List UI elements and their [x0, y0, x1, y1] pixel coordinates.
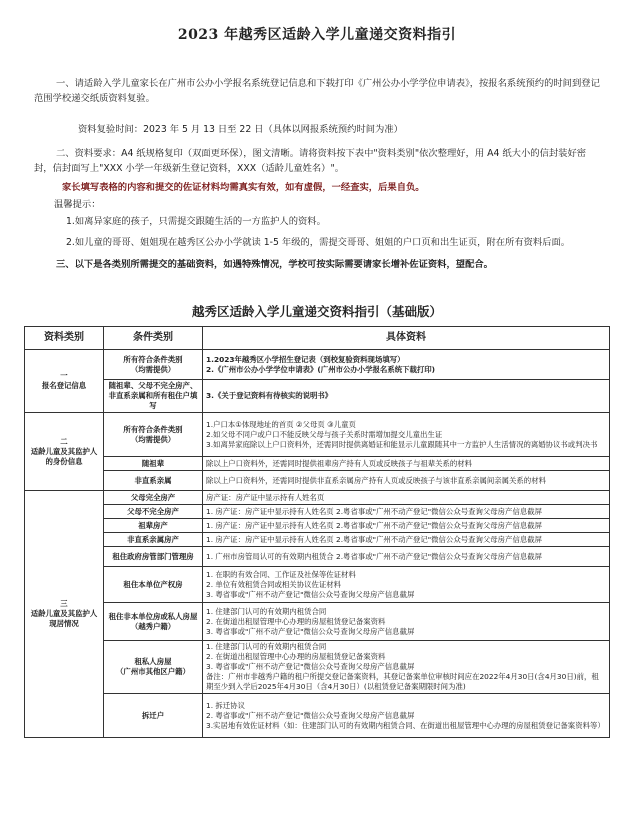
details-line: 3.实居地有效佐证材料（如：住建部门认可的有效期内租赁合同、在街道出租屋管理中心办理的房屋租赁登记备案资料等）: [206, 720, 605, 730]
details-line: 1. 拆迁协议: [206, 700, 245, 710]
details-line: 1. 房产证：房产证中显示持有人姓名页 2.粤省事或"广州不动产登记"微信公众号查询父母房产信息截屏: [206, 520, 543, 530]
details-cell: [203, 505, 610, 519]
category-cell: 二 适龄儿童及其监护人的身份信息: [25, 413, 104, 491]
intro-paragraph-3: 二、资料要求：A4 纸规格复印（双面更环保），图文清晰。请将资料按下表中"资料类别"依次整理好，用 A4 纸大小的信封装好密封，信封面写上"XXX 小学一年级新生登记资料，XXX（适龄儿童姓名）"。: [34, 148, 587, 174]
table-row: [25, 491, 610, 505]
condition-cell: 租私人房屋 （广州市其他区户籍）: [104, 641, 203, 694]
details-line: 1. 广州市房管局认可的有效期内租赁合 2.粤省事或"广州不动产登记"微信公众号查询父母房产信息截屏: [206, 551, 543, 561]
category-cell: 一 报名登记信息: [25, 350, 104, 413]
header-details: 具体资料: [203, 327, 610, 350]
details-cell: [203, 380, 610, 413]
details-line: 2.《广州市公办小学学位申请表》(广州市公办小学报名系统下载打印): [206, 364, 436, 374]
table-row: [25, 641, 610, 694]
materials-table: [24, 326, 610, 738]
details-line: 3. 粤省事或"广州不动产登记"微信公众号查询父母房产信息截屏: [206, 662, 415, 671]
details-line: 1. 住建部门认可的有效期内租赁合同: [206, 606, 327, 616]
intro-tip-heading: 温馨提示：: [54, 199, 101, 210]
table-row: [25, 505, 610, 519]
condition-cell: 租住本单位产权房: [104, 567, 203, 603]
details-line: 3. 粤省事或"广州不动产登记"微信公众号查询父母房产信息截屏: [206, 589, 415, 599]
details-line: 除以上户口资料外，还需同时提供祖辈房产持有人页或反映孩子与祖辈关系的材料: [206, 458, 473, 468]
details-cell: [203, 519, 610, 533]
details-line: 2.如父母不同户或户口不能反映父母与孩子关系时需增加提交儿童出生证: [206, 429, 443, 439]
details-line: 3.《关于登记资料有待核实的说明书》: [206, 391, 333, 400]
details-cell: [203, 567, 610, 603]
details-line: 3.如离异家庭除以上户口资料外，还需同时提供离婚证和能显示儿童跟随其中一方监护人生活情况的离婚协议书或判决书: [206, 439, 598, 449]
details-line: 1. 在职的有效合同、工作证及社保等佐证材料: [206, 569, 356, 579]
intro-paragraph-2: 资料复验时间：2023 年 5 月 13 日至 22 日（具体以网报系统预约时间为准）: [78, 124, 403, 135]
table-row: [25, 694, 610, 738]
details-cell: [203, 350, 610, 380]
table-row: [25, 471, 610, 491]
details-line: 2. 在街道出租屋管理中心办理的房屋租赁登记备案资料: [206, 652, 386, 661]
details-cell: [203, 533, 610, 547]
header-condition: 条件类别: [104, 327, 203, 350]
table-row: [25, 567, 610, 603]
details-cell: [203, 471, 610, 491]
details-line: 1.2023年越秀区小学招生登记表（到校复验资料现场填写）: [206, 354, 405, 364]
condition-cell: 祖辈房产: [104, 519, 203, 533]
intro-tip-2: 2.如儿童的哥哥、姐姐现在越秀区公办小学就读 1-5 年级的，需提交哥哥、姐姐的户口页和出生证页，附在所有资料后面。: [66, 237, 571, 248]
table-row: [25, 380, 610, 413]
table-header-row: [25, 327, 610, 350]
table-row: [25, 603, 610, 641]
intro-paragraph-section-3: 三、以下是各类别所需提交的基础资料，如遇特殊情况，学校可按实际需要请家长增补佐证资料，望配合。: [56, 259, 493, 270]
details-cell: [203, 547, 610, 567]
intro-warning: 家长填写表格的内容和提交的佐证材料均需真实有效，如有虚假，一经查实，后果自负。: [62, 182, 425, 193]
details-cell: [203, 491, 610, 505]
table-title: 越秀区适龄入学儿童递交资料指引（基础版）: [191, 304, 442, 319]
details-line: 1.户口本①体现地址的首页 ②父母页 ③儿童页: [206, 419, 356, 429]
table-body: [25, 350, 610, 738]
intro-paragraph-1: 一、请适龄入学儿童家长在广州市公办小学报名系统登记信息和下载打印《广州公办小学学位申请表》，按报名系统预约的时间到登记范围学校递交纸质资料复验。: [34, 78, 600, 104]
condition-cell: 非直系亲属: [104, 471, 203, 491]
category-cell: 三 适龄儿童及其监护人现居情况: [25, 491, 104, 738]
header-category: 资料类别: [25, 327, 104, 350]
details-cell: [203, 603, 610, 641]
details-line: 3. 粤省事或"广州不动产登记"微信公众号查询父母房产信息截屏: [206, 626, 415, 636]
details-line: 2. 单位有效租赁合同或相关协议佐证材料: [206, 579, 342, 589]
condition-cell: 父母不完全房产: [104, 505, 203, 519]
details-line: 房产证：房产证中显示持有人姓名页: [206, 492, 325, 502]
condition-cell: 父母完全房产: [104, 491, 203, 505]
details-line: 除以上户口资料外，还需同时提供非直系亲属房产持有人页或反映孩子与该非直系亲属间亲属关系的材料: [206, 475, 546, 485]
condition-cell: 所有符合条件类别 （均需提供）: [104, 413, 203, 457]
intro-tip-1: 1.如离异家庭的孩子，只需提交跟随生活的一方监护人的资料。: [66, 216, 326, 227]
table-row: [25, 350, 610, 380]
details-line: 2. 在街道出租屋管理中心办理的房屋租赁登记备案资料: [206, 616, 386, 626]
details-line: 1. 房产证：房产证中显示持有人姓名页 2.粤省事或"广州不动产登记"微信公众号查询父母房产信息截屏: [206, 506, 543, 516]
condition-cell: 租住政府房管部门管理房: [104, 547, 203, 567]
table-row: [25, 413, 610, 457]
details-cell: [203, 457, 610, 471]
condition-cell: 随祖辈、父母不完全房产、非直系亲属和所有租住户填写: [104, 380, 203, 413]
document-title: 2023 年越秀区适龄入学儿童递交资料指引: [177, 27, 457, 43]
details-cell: [203, 413, 610, 457]
condition-cell: 所有符合条件类别 （均需提供）: [104, 350, 203, 380]
condition-cell: 非直系亲属房产: [104, 533, 203, 547]
table-row: [25, 457, 610, 471]
condition-cell: 租住非本单位房或私人房屋 （越秀户籍）: [104, 603, 203, 641]
table-row: [25, 519, 610, 533]
condition-cell: 随祖辈: [104, 457, 203, 471]
details-line: 2. 粤省事或"广州不动产登记"微信公众号查询父母房产信息截屏: [206, 710, 415, 720]
details-line: 1. 房产证：房产证中显示持有人姓名页 2.粤省事或"广州不动产登记"微信公众号查询父母房产信息截屏: [206, 534, 543, 544]
details-cell: [203, 641, 610, 694]
details-line: 备注：广州市非越秀户籍的租户所提交登记备案资料，其登记备案单位审核时间应在2022年4月30日(含4月30日)前，租期至少到入学后2025年4月30日（含4月30日）(以租赁登记备案期限时间为准): [206, 672, 599, 691]
condition-cell: 拆迁户: [104, 694, 203, 738]
details-cell: [203, 694, 610, 738]
details-line: 1. 住建部门认可的有效期内租赁合同: [206, 642, 327, 651]
table-row: [25, 547, 610, 567]
table-row: [25, 533, 610, 547]
